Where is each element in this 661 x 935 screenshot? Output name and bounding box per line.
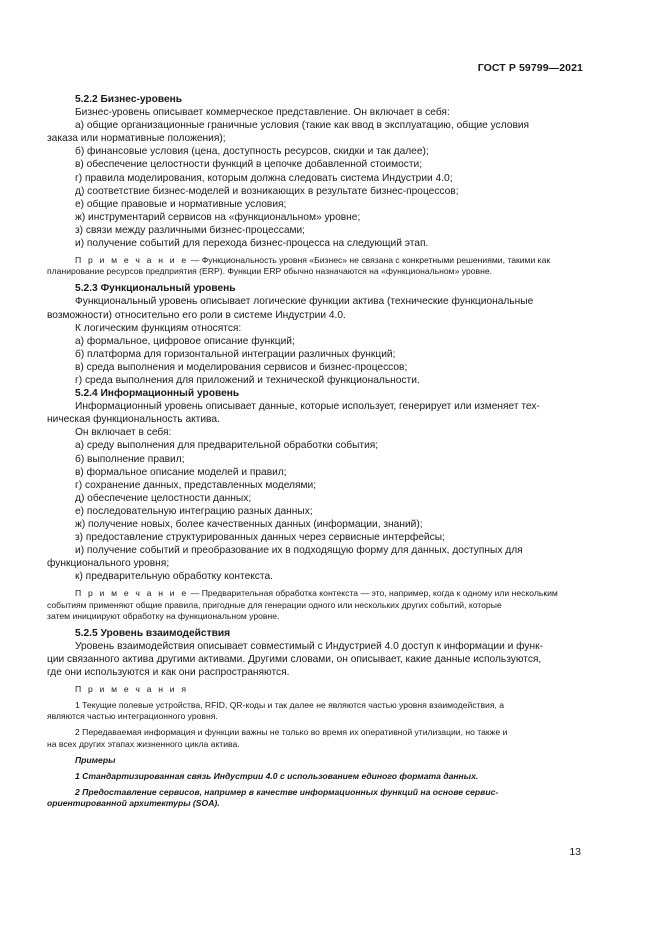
list-item: в) обеспечение целостности функций в цепочке добавленной стоимости; — [75, 159, 423, 171]
list-item: б) финансовые условия (цена, доступность ресурсов, скидки и так далее); — [75, 146, 429, 158]
note-text: на всех других этапах жизненного цикла актива. — [47, 738, 240, 749]
note-text: событиям применяют общие правила, пригодные для генерации одного или нескольких других событий, которые — [47, 599, 502, 610]
note-text: затем инициируют обработку на функциональном уровне. — [47, 610, 280, 621]
list-item: д) соответствие бизнес-моделей и возникающих в результате бизнес-процессов; — [75, 185, 459, 197]
section-heading-5-2-5: 5.2.5 Уровень взаимодействия — [75, 627, 231, 639]
list-item: з) связи между различными бизнес-процессами; — [75, 224, 306, 236]
note-2 — [47, 727, 582, 749]
paragraph-continuation: возможности) относительно его роли в системе Индустрии 4.0. — [47, 309, 346, 321]
page-number: 13 — [569, 846, 581, 858]
list-item: г) сохранение данных, представленных моделями; — [75, 479, 317, 491]
list-item: к) предварительную обработку контекста. — [75, 571, 273, 583]
list-item: г) правила моделирования, которым должна следовать система Индустрии 4.0; — [75, 172, 453, 184]
paragraph-continuation: ническая функциональность актива. — [47, 414, 220, 426]
note-text: планирование ресурсов предприятия (ERP). Функции ERP обычно назначаются на «функциональном» уровне. — [47, 266, 492, 277]
note-text: 1 Текущие полевые устройства, RFID, QR-коды и так далее не являются частью уровня взаимодействия, а — [75, 700, 505, 711]
example-2 — [47, 786, 582, 809]
list-item: д) обеспечение целостности данных; — [75, 492, 252, 504]
notes-label: П р и м е ч а н и я — [75, 684, 189, 695]
paragraph: Бизнес-уровень описывает коммерческое представление. Он включает в себя: — [75, 107, 450, 119]
list-item: а) формальное, цифровое описание функций; — [75, 335, 295, 347]
list-item: ж) инструментарий сервисов на «функциональном» уровне; — [75, 211, 361, 223]
paragraph: Уровень взаимодействия описывает совместимый с Индустрией 4.0 доступ к информации и функ- — [75, 640, 543, 652]
list-item: в) среда выполнения и моделирования сервисов и бизнес-процессов; — [75, 361, 408, 373]
paragraph: Он включает в себя: — [75, 427, 172, 439]
list-item: ж) получение новых, более качественных данных (информации, знаний); — [75, 519, 423, 530]
note-1 — [47, 700, 582, 722]
list-item: в) формальное описание моделей и правил; — [75, 466, 287, 478]
list-item: и) получение событий для перехода бизнес-процесса на следующий этап. — [75, 238, 429, 250]
examples-label: Примеры — [75, 754, 116, 765]
list-item-continuation: функционального уровня; — [47, 558, 170, 570]
section-heading-5-2-3: 5.2.3 Функциональный уровень — [75, 283, 236, 295]
example-text: ориентированной архитектуры (SOA). — [47, 797, 220, 808]
note-text: 2 Передаваемая информация и функции важны не только во время их оперативной утилизации, но также и — [75, 727, 508, 738]
list-item: з) предоставление структурированных данных через сервисные интерфейсы; — [75, 532, 445, 544]
section-heading-5-2-2: 5.2.2 Бизнес-уровень — [75, 94, 183, 105]
note-text: — Предварительная обработка контекста — это, например, когда к одному или нескольким — [188, 588, 558, 599]
paragraph: Функциональный уровень описывает логические функции актива (технические функциональные — [75, 296, 534, 308]
list-item: б) платформа для горизонтальной интеграции различных функций; — [75, 348, 396, 360]
paragraph: К логическим функциям относятся: — [75, 322, 242, 334]
list-item: и) получение событий и преобразование их в подходящую форму для данных, доступных для — [75, 545, 523, 557]
note-text: являются частью интеграционного уровня. — [47, 711, 218, 722]
note — [47, 255, 582, 277]
list-item: г) среда выполнения для приложений и технической функциональности. — [75, 374, 420, 386]
document-id: ГОСТ Р 59799—2021 — [477, 62, 583, 74]
list-item-continuation: заказа или нормативные положения); — [47, 133, 226, 145]
section-heading-5-2-4: 5.2.4 Информационный уровень — [75, 388, 240, 400]
list-item: е) последовательную интеграцию разных данных; — [75, 505, 313, 517]
note-label: П р и м е ч а н и е — [75, 588, 189, 599]
page-body — [47, 93, 582, 814]
paragraph-continuation: где они используются и как они распространяются. — [47, 667, 290, 679]
example-1: 1 Стандартизированная связь Индустрии 4.0 с использованием единого формата данных. — [75, 770, 479, 781]
list-item: е) общие правовые и нормативные условия; — [75, 198, 287, 210]
note-label: П р и м е ч а н и е — [75, 255, 189, 266]
list-item: а) среду выполнения для предварительной обработки события; — [75, 440, 379, 452]
list-item: б) выполнение правил; — [75, 453, 185, 465]
note — [47, 588, 582, 621]
paragraph-continuation: ции связанного актива другими активами. Другими словами, он описывает, какие данные используются, — [47, 653, 542, 665]
list-item: а) общие организационные граничные условия (такие как ввод в эксплуатацию, общие условия — [75, 120, 530, 132]
example-text: 2 Предоставление сервисов, например в качестве информационных функций на основе сервис- — [75, 786, 499, 797]
note-text: — Функциональность уровня «Бизнес» не связана с конкретными решениями, такими как — [188, 255, 551, 266]
paragraph: Информационный уровень описывает данные, которые использует, генерирует или изменяет тех- — [75, 401, 540, 413]
